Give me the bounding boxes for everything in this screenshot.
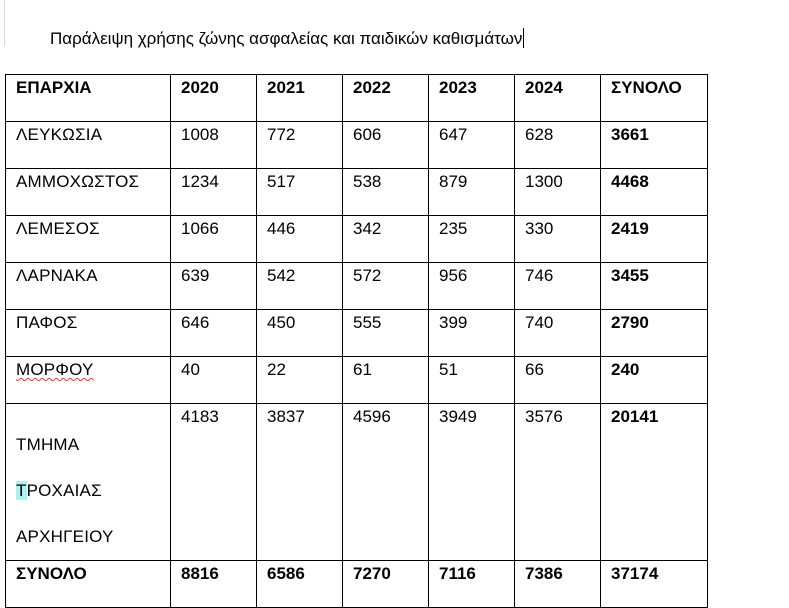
total-value-cell[interactable]: 7270 (343, 561, 429, 608)
value-cell[interactable]: 3576 (515, 404, 601, 561)
value-cell[interactable]: 450 (257, 310, 343, 357)
header-cell-2021[interactable]: 2021 (257, 75, 343, 122)
row-total-cell[interactable]: 3661 (601, 122, 708, 169)
value-cell[interactable]: 555 (343, 310, 429, 357)
value-cell[interactable]: 66 (515, 357, 601, 404)
value-cell[interactable]: 1008 (171, 122, 257, 169)
hq-name-lines (16, 404, 170, 560)
header-cell-region[interactable]: ΕΠΑΡΧΙΑ (6, 75, 171, 122)
row-name-cell[interactable]: ΠΑΦΟΣ (6, 310, 171, 357)
row-total-cell[interactable]: 20141 (601, 404, 708, 561)
table-row (6, 357, 708, 404)
row-name-cell[interactable]: ΑΜΜΟΧΩΣΤΟΣ (6, 169, 171, 216)
value-cell[interactable]: 646 (171, 310, 257, 357)
table-row (6, 122, 708, 169)
value-cell[interactable]: 538 (343, 169, 429, 216)
value-cell[interactable]: 1234 (171, 169, 257, 216)
total-value-cell[interactable]: 6586 (257, 561, 343, 608)
row-name-cell[interactable] (6, 404, 171, 561)
value-cell[interactable]: 3837 (257, 404, 343, 561)
row-name-cell[interactable]: ΛΑΡΝΑΚΑ (6, 263, 171, 310)
hq-name-line[interactable] (16, 468, 170, 514)
total-value-cell[interactable]: 7386 (515, 561, 601, 608)
table-row (6, 216, 708, 263)
statistics-table[interactable] (5, 74, 708, 608)
value-cell[interactable]: 3949 (429, 404, 515, 561)
row-name-cell[interactable] (6, 357, 171, 404)
value-cell[interactable]: 446 (257, 216, 343, 263)
table-total-row (6, 561, 708, 608)
value-cell[interactable]: 235 (429, 216, 515, 263)
total-label-cell[interactable]: ΣΥΝΟΛΟ (6, 561, 171, 608)
value-cell[interactable]: 330 (515, 216, 601, 263)
text-cursor (523, 28, 524, 48)
value-cell[interactable]: 4596 (343, 404, 429, 561)
value-cell[interactable]: 22 (257, 357, 343, 404)
total-value-cell[interactable]: 7116 (429, 561, 515, 608)
row-total-cell[interactable]: 2419 (601, 216, 708, 263)
header-cell-2024[interactable]: 2024 (515, 75, 601, 122)
value-cell[interactable]: 647 (429, 122, 515, 169)
value-cell[interactable]: 956 (429, 263, 515, 310)
row-total-cell[interactable]: 2790 (601, 310, 708, 357)
value-cell[interactable]: 4183 (171, 404, 257, 561)
value-cell[interactable]: 879 (429, 169, 515, 216)
highlight-mark: Τ (16, 481, 27, 500)
value-cell[interactable]: 740 (515, 310, 601, 357)
value-cell[interactable]: 399 (429, 310, 515, 357)
value-cell[interactable]: 772 (257, 122, 343, 169)
value-cell[interactable]: 628 (515, 122, 601, 169)
value-cell[interactable]: 1300 (515, 169, 601, 216)
grand-total-cell[interactable]: 37174 (601, 561, 708, 608)
header-cell-total[interactable]: ΣΥΝΟΛΟ (601, 75, 708, 122)
row-name-cell[interactable]: ΛΕΜΕΣΟΣ (6, 216, 171, 263)
document-title[interactable]: Παράλειψη χρήσης ζώνης ασφαλείας και παιδικών καθισμάτων (50, 29, 523, 48)
value-cell[interactable]: 40 (171, 357, 257, 404)
value-cell[interactable]: 51 (429, 357, 515, 404)
value-cell[interactable]: 342 (343, 216, 429, 263)
row-total-cell[interactable]: 4468 (601, 169, 708, 216)
value-cell[interactable]: 517 (257, 169, 343, 216)
document-title-line[interactable] (50, 28, 524, 50)
page-margin-marker (4, 0, 5, 46)
value-cell[interactable]: 572 (343, 263, 429, 310)
value-cell[interactable]: 606 (343, 122, 429, 169)
row-name-cell[interactable]: ΛΕΥΚΩΣΙΑ (6, 122, 171, 169)
row-total-cell[interactable]: 240 (601, 357, 708, 404)
table-header-row (6, 75, 708, 122)
table-row-hq (6, 404, 708, 561)
total-value-cell[interactable]: 8816 (171, 561, 257, 608)
header-cell-2023[interactable]: 2023 (429, 75, 515, 122)
header-cell-2020[interactable]: 2020 (171, 75, 257, 122)
hq-name-line-rest: ΡΟΧΑΙΑΣ (26, 481, 102, 500)
hq-name-line[interactable]: ΑΡΧΗΓΕΙΟΥ (16, 527, 114, 546)
hq-name-line[interactable]: ΤΜΗΜΑ (16, 435, 80, 454)
table-row (6, 310, 708, 357)
value-cell[interactable]: 639 (171, 263, 257, 310)
value-cell[interactable]: 1066 (171, 216, 257, 263)
value-cell[interactable]: 746 (515, 263, 601, 310)
header-cell-2022[interactable]: 2022 (343, 75, 429, 122)
spellcheck-flagged-word[interactable]: ΜΟΡΦΟΥ (16, 360, 94, 379)
table-row (6, 263, 708, 310)
value-cell[interactable]: 542 (257, 263, 343, 310)
row-total-cell[interactable]: 3455 (601, 263, 708, 310)
table-row (6, 169, 708, 216)
value-cell[interactable]: 61 (343, 357, 429, 404)
